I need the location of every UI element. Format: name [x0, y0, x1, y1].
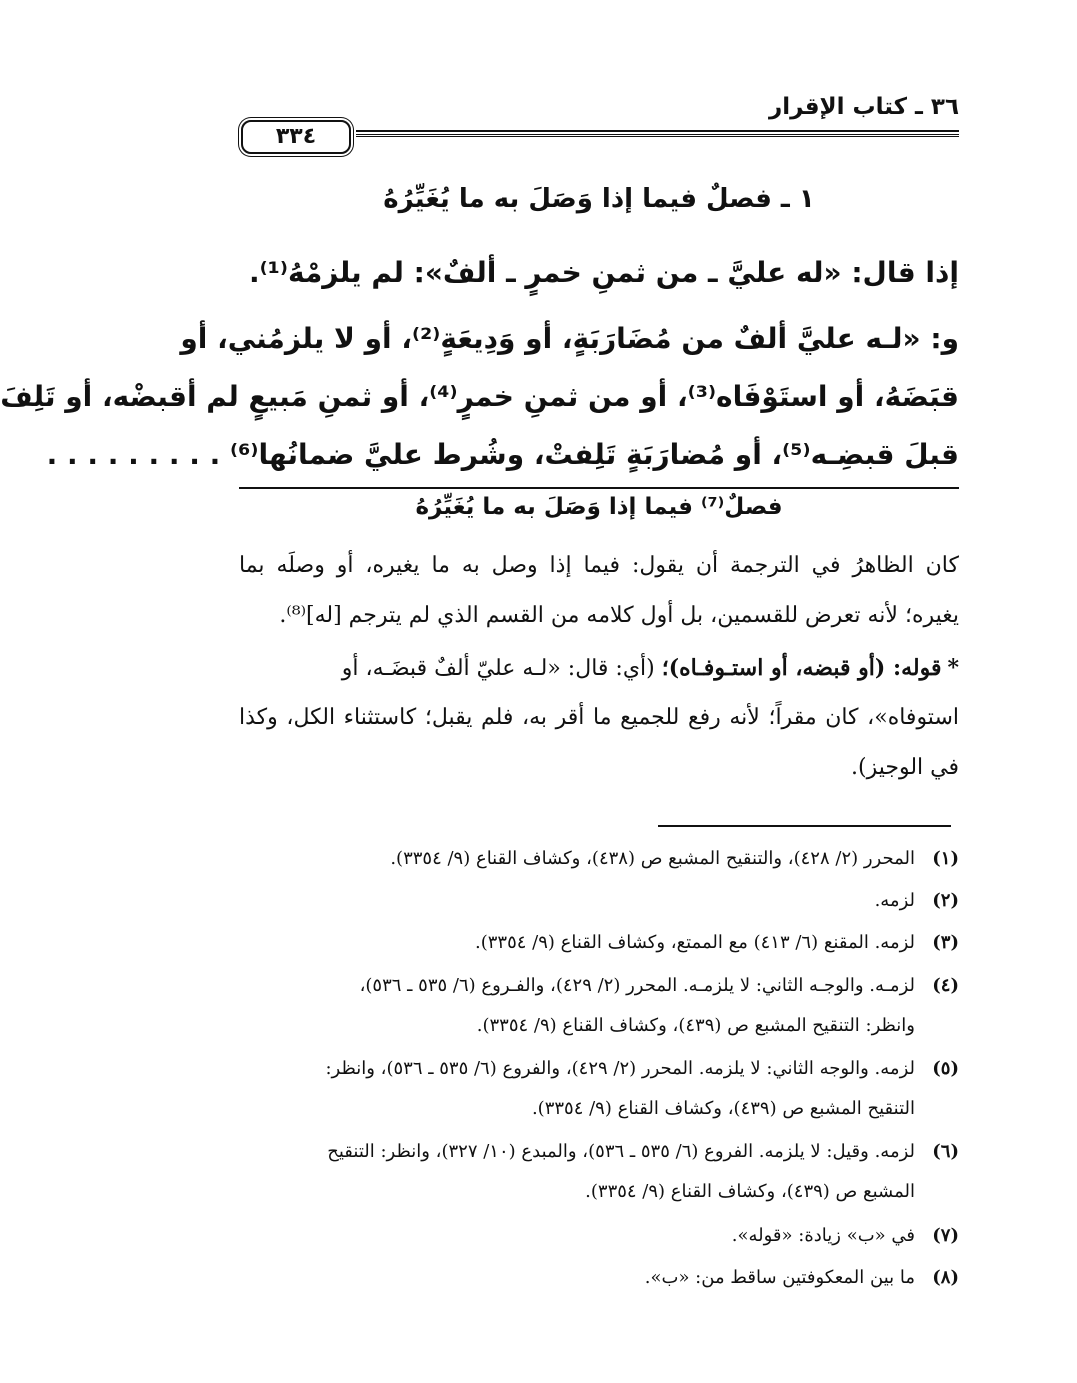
footnote-4	[239, 975, 959, 996]
footnote-number: (٥)	[932, 1058, 959, 1079]
footnote-7	[239, 1225, 959, 1246]
sharh-p2-line-1-rest: (أي: قال: «لـه عليّ ألفٌ قبضَـه، أو	[341, 656, 662, 681]
footnote-1	[239, 848, 959, 869]
footnote-text: ما بين المعكوفتين ساقط من: «ب».	[644, 1267, 915, 1288]
matn-line-4-text: قبلَ قبضِـه⁽⁵⁾، أو مُضارَبَةٍ تَلِفتْ، وشُرط عليَّ ضمانُها⁽⁶⁾	[230, 438, 959, 471]
footnote-5	[239, 1058, 959, 1079]
sharh-p1-line-2: يغيره؛ لأنه تعرض للقسمين، بل أول كلامه من القسم الذي لم يترجم [له]⁽⁸⁾.	[279, 603, 959, 628]
sharh-p2-line-3: في الوجيز).	[851, 755, 959, 780]
sharh-p2-line-2: استوفاه»، كان مقراً؛ لأنه رفع للجميع ما أقر به، فلم يقبل؛ كاستثناء الكل، وكذا	[239, 705, 959, 730]
sharh-p1-line-1: كان الظاهرُ في الترجمة أن يقول: فيما إذا وصل به ما يغيره، أو وصلَه بما	[239, 553, 959, 578]
footnote-text: لزمـه. والوجـه الثاني: لا يلزمـه. المحرر (٢/ ٤٢٩)، والفـروع (٦/ ٥٣٥ ـ ٥٣٦)،	[359, 975, 915, 996]
footnote-2	[239, 890, 959, 911]
matn-sharh-separator	[239, 487, 959, 489]
footnote-text: لزمه.	[874, 890, 915, 911]
sharh-p2-line-1	[239, 655, 959, 681]
footnote-5-continued: التنقيح المشبع ص (٤٣٩)، وكشاف القناع (٩/ ٣٣٥٤).	[531, 1098, 915, 1119]
footnote-text: لزمه. المقنع (٦/ ٤١٣) مع الممتع، وكشاف القناع (٩/ ٣٣٥٤).	[475, 932, 915, 953]
footnote-number: (٣)	[932, 932, 959, 953]
running-header-title: ٣٦ ـ كتاب الإقرار	[769, 94, 959, 120]
matn-line-3: قبَضَهُ، أو استَوْفَاه⁽³⁾، أو من ثمنِ خمرٍ⁽⁴⁾، أو ثمنِ مَبيعٍ لم أقبضْه، أو تَلِفَ	[0, 380, 959, 413]
footnote-text: لزمه. والوجه الثاني: لا يلزمه. المحرر (٢/ ٤٢٩)، والفروع (٦/ ٥٣٥ ـ ٥٣٦)، وانظر:	[325, 1058, 915, 1079]
footnote-6	[239, 1141, 959, 1162]
matn-line-2: و: «لـه عليَّ ألفٌ من مُضَارَبَةٍ، أو وَدِيعَةٍ⁽²⁾، أو لا يلزمُني، أو	[180, 322, 959, 355]
sharh-title: فصلٌ⁽⁷⁾ فيما إذا وَصَلَ به ما يُغَيِّرُهُ	[415, 494, 783, 520]
footnote-text: في «ب» زيادة: «قوله».	[731, 1225, 915, 1246]
bullet-star-icon: *	[947, 655, 959, 681]
sharh-quote-bold: قوله: (أو قبضه، أو استـوفـاه)؛	[661, 655, 942, 681]
footnote-text: لزمه. وقيل: لا يلزمه. الفروع (٦/ ٥٣٥ ـ ٥٣٦)، والمبدع (١٠/ ٣٢٧)، وانظر: التنقيح	[327, 1141, 915, 1162]
footnote-number: (١)	[932, 848, 959, 869]
header-rule	[356, 130, 959, 135]
footnote-number: (٨)	[932, 1267, 959, 1288]
footnote-separator	[658, 825, 951, 827]
footnote-text: المحرر (٢/ ٤٢٨)، والتنقيح المشبع ص (٤٣٨)، وكشاف القناع (٩/ ٣٣٥٤).	[390, 848, 915, 869]
matn-line-4-dots: . . . . . . . . .	[46, 438, 221, 471]
footnote-3	[239, 932, 959, 953]
header-rule-thin	[356, 136, 959, 137]
footnote-number: (٢)	[932, 890, 959, 911]
matn-line-1: إذا قال: «له عليَّ ـ من ثمنِ خمرٍ ـ ألفٌ»: لم يلزمْهُ⁽¹⁾.	[248, 256, 959, 289]
matn-line-4	[46, 438, 959, 471]
footnote-4-continued: وانظر: التنقيح المشبع ص (٤٣٩)، وكشاف القناع (٩/ ٣٣٥٤).	[476, 1015, 915, 1036]
footnote-number: (٧)	[932, 1225, 959, 1246]
page-number-box: ٣٣٤	[241, 120, 351, 154]
footnote-number: (٤)	[932, 975, 959, 996]
footnote-6-continued: المشبع ص (٤٣٩)، وكشاف القناع (٩/ ٣٣٥٤).	[585, 1181, 915, 1202]
section-title: ١ ـ فصلٌ فيما إذا وَصَلَ به ما يُغَيِّرُهُ	[383, 184, 815, 214]
footnote-8	[239, 1267, 959, 1288]
footnote-number: (٦)	[932, 1141, 959, 1162]
